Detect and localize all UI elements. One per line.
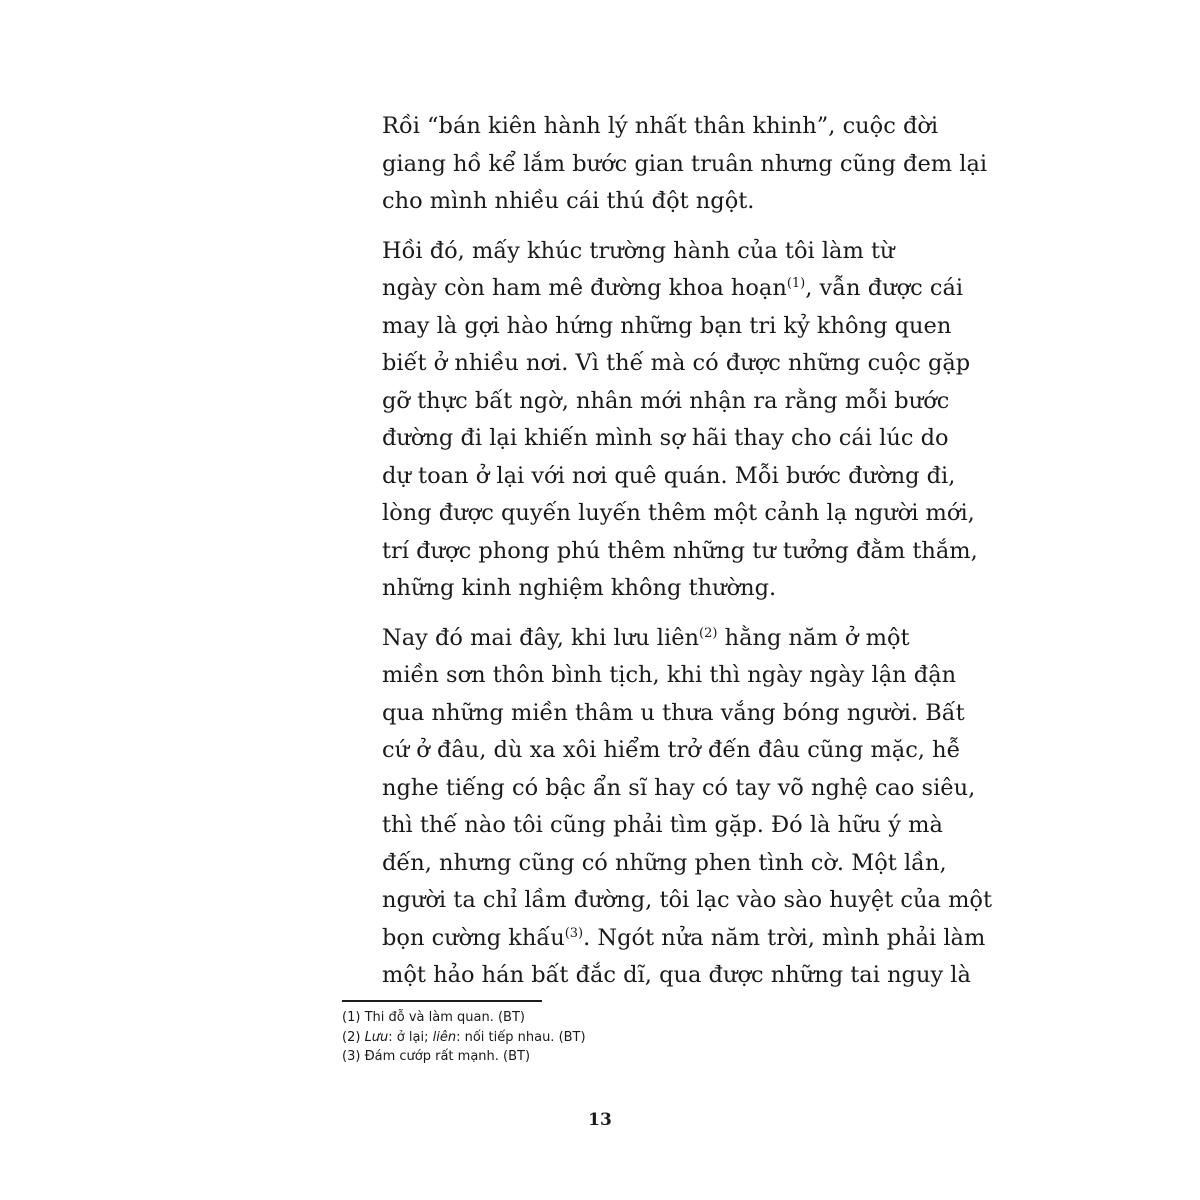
- text-line: giang hồ kể lắm bước gian truân nhưng cũng đem lại: [382, 150, 988, 177]
- footnote-text: Đám cướp rất mạnh. (BT): [364, 1049, 531, 1064]
- footnote-ref-3[interactable]: (3): [564, 925, 584, 941]
- footnotes: [342, 1008, 862, 1067]
- footnote-number: (2): [342, 1029, 361, 1045]
- page-number: 13: [588, 1110, 612, 1130]
- text-line: cứ ở đâu, dù xa xôi hiểm trở đến đâu cũng mặc, hễ: [382, 737, 961, 763]
- footnote-divider: [342, 1000, 542, 1002]
- text-line: trí được phong phú thêm những tư tưởng đằm thắm,: [382, 537, 978, 564]
- footnote-term: liên: [432, 1029, 457, 1045]
- text-line: nghe tiếng có bậc ẩn sĩ hay có tay võ nghệ cao siêu,: [382, 774, 976, 801]
- text-line: những kinh nghiệm không thường.: [382, 575, 777, 601]
- text-line: biết ở nhiều nơi. Vì thế mà có được những cuộc gặp: [382, 350, 971, 376]
- text-line: [342, 270, 964, 308]
- text-line: may là gợi hào hứng những bạn tri kỷ không quen: [382, 312, 952, 339]
- footnote-1: [342, 1008, 862, 1028]
- footnote-number: (1): [342, 1010, 361, 1025]
- paragraph-2: [342, 233, 978, 608]
- text-line: thì thế nào tôi cũng phải tìm gặp. Đó là hữu ý mà: [382, 812, 943, 838]
- text-segment: , vẫn được cái: [805, 275, 964, 301]
- text-line: miền sơn thôn bình tịch, khi thì ngày ngày lận đận: [382, 662, 957, 688]
- text-line: lòng được quyến luyến thêm một cảnh lạ người mới,: [382, 500, 975, 526]
- footnote-3: [342, 1047, 862, 1067]
- text-line: Rồi “bán kiên hành lý nhất thân khinh”, cuộc đời: [382, 113, 939, 139]
- footnote-number: (3): [342, 1049, 361, 1064]
- text-segment: hằng năm ở một: [717, 624, 910, 651]
- text-segment: ngày còn ham mê đường khoa hoạn: [382, 275, 787, 301]
- main-text: [342, 108, 993, 1007]
- footnote-text: : nối tiếp nhau. (BT): [456, 1029, 586, 1045]
- footnote-term: Lưu: [364, 1029, 389, 1045]
- text-line: qua những miền thâm u thưa vắng bóng người. Bất: [382, 699, 965, 726]
- footnote-text: Thi đỗ và làm quan. (BT): [364, 1010, 525, 1025]
- paragraph-3: [342, 620, 993, 995]
- footnote-ref-1[interactable]: (1): [786, 276, 806, 291]
- footnote-ref-2[interactable]: (2): [699, 625, 718, 641]
- footnote-text: : ở lại;: [388, 1029, 433, 1045]
- text-line: đến, nhưng cũng có những phen tình cờ. Một lần,: [382, 849, 947, 876]
- text-line: cho mình nhiều cái thú đột ngột.: [382, 188, 755, 214]
- text-line: gỡ thực bất ngờ, nhân mới nhận ra rằng mỗi bước: [382, 387, 950, 414]
- text-segment: Nay đó mai đây, khi lưu liên: [382, 624, 700, 651]
- text-line: [342, 920, 986, 958]
- footnote-2: [342, 1028, 862, 1048]
- text-line: [342, 620, 910, 658]
- text-line: Hồi đó, mấy khúc trường hành của tôi làm từ: [382, 237, 895, 264]
- text-line: một hảo hán bất đắc dĩ, qua được những tai nguy là: [382, 962, 971, 988]
- text-segment: . Ngót nửa năm trời, mình phải làm: [583, 924, 986, 951]
- paragraph-1: [342, 108, 988, 221]
- text-line: đường đi lại khiến mình sợ hãi thay cho cái lúc do: [382, 425, 949, 451]
- text-line: người ta chỉ lầm đường, tôi lạc vào sào huyệt của một: [382, 887, 993, 913]
- text-segment: bọn cường khấu: [382, 924, 565, 951]
- text-line: dự toan ở lại với nơi quê quán. Mỗi bước đường đi,: [382, 462, 956, 489]
